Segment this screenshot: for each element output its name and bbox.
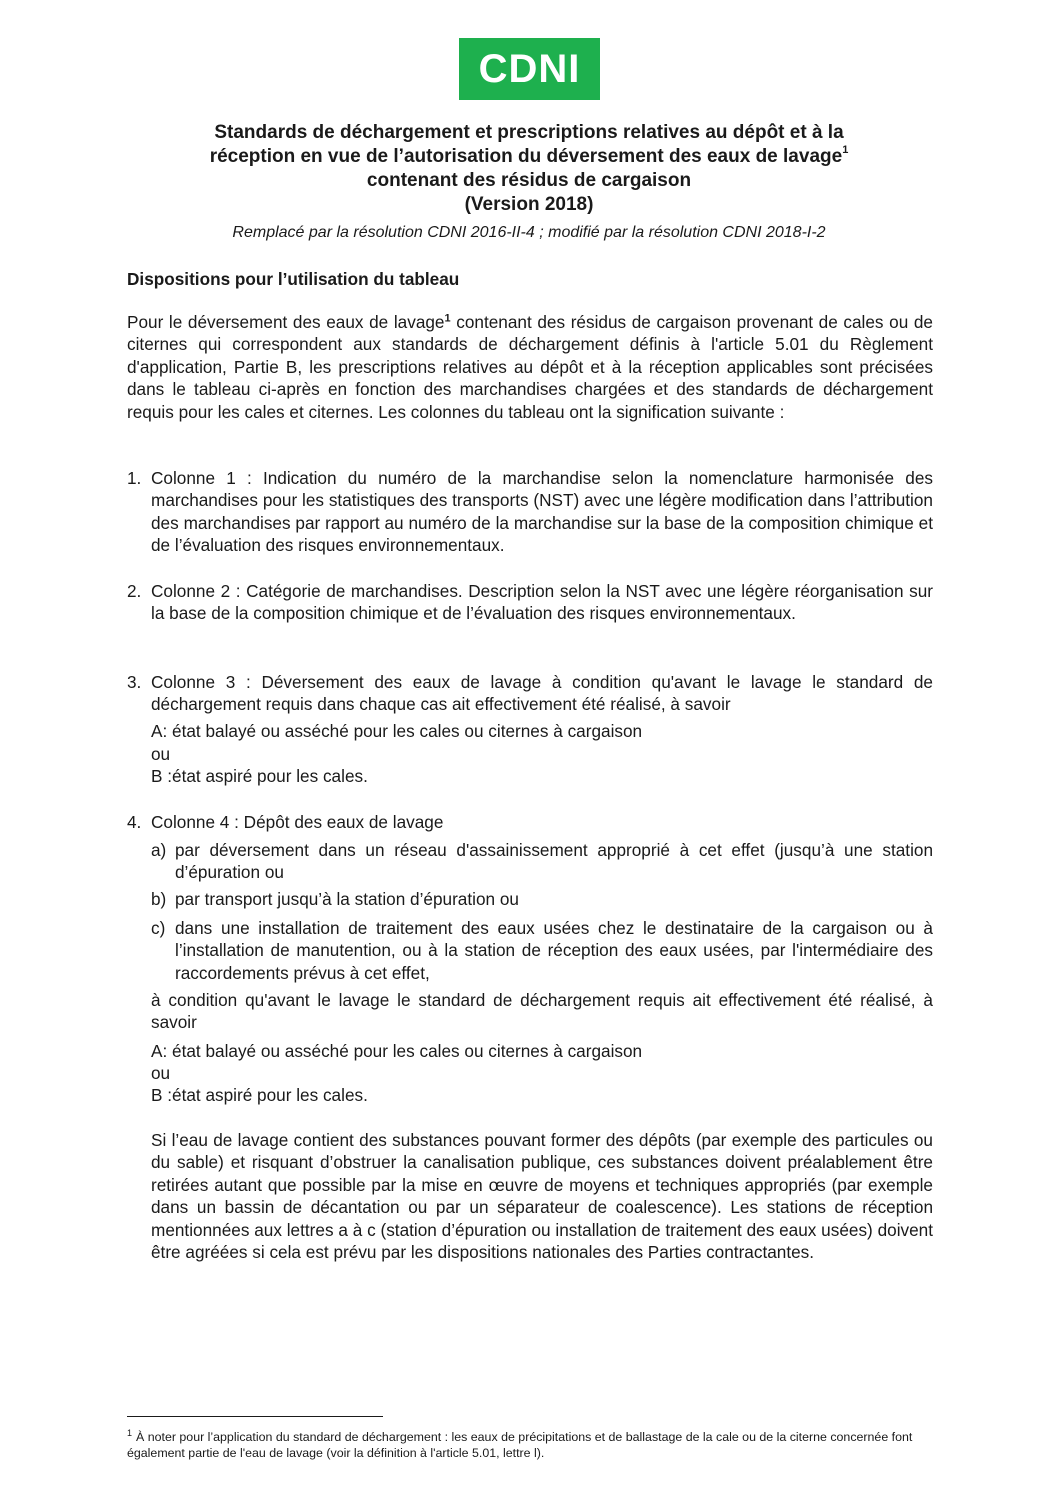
document-title: [100, 121, 958, 217]
item-3-option-a: A: état balayé ou asséché pour les cales ou citernes à cargaison: [151, 721, 643, 741]
title-line-3: contenant des résidus de cargaison: [366, 170, 692, 191]
section-heading: Dispositions pour l’utilisation du tableau: [127, 269, 460, 289]
footnote-separator: [127, 1416, 383, 1417]
item-4-option-a: A: état balayé ou asséché pour les cales ou citernes à cargaison: [151, 1041, 643, 1061]
item-4-note: Si l’eau de lavage contient des substances pouvant former des dépôts (par exemple des particules ou du sable) et risquant d’obstruer la canalisation publique, ces substances doivent préalablement être retirées autant que possible par la mise en œuvre de moyens et techniques appropriés (par exemple dans un bassin de décantation ou par un séparateur de coalescence). Les stations de réception mentionnées aux lettres a à c (station d’épuration ou installation de traitement des eaux usées) doivent être agréées si cela est prévu par les dispositions nationales des Parties contractantes.: [151, 1130, 933, 1263]
footnote-ref: 1: [444, 312, 451, 325]
cdni-logo: CDNI: [459, 38, 600, 100]
list-item-2: 2. Colonne 2 : Catégorie de marchandises. Description selon la NST avec une légère réorganisation sur la base de la composition chimique et de l’évaluation des risques environnementaux.: [127, 581, 933, 624]
item-4-sub-b: b) par transport jusqu’à la station d’épuration ou: [151, 889, 519, 909]
title-line-2: réception en vue de l’autorisation du déversement des eaux de lavage$^1$: [209, 143, 849, 167]
list-item-4: 4. Colonne 4 : Dépôt des eaux de lavage: [127, 812, 444, 832]
list-item-3: 3. Colonne 3 : Déversement des eaux de lavage à condition qu'avant le lavage le standard de déchargement requis dans chaque cas ait effectivement été réalisé, à savoir: [127, 672, 933, 715]
title-line-1: Standards de déchargement et prescriptions relatives au dépôt et à la: [214, 122, 844, 143]
document-subtitle: Remplacé par la résolution CDNI 2016-II-4 ; modifié par la résolution CDNI 2018-I-2: [232, 224, 826, 241]
item-4-option-b: B :état aspiré pour les cales.: [151, 1085, 368, 1105]
intro-paragraph: Pour le déversement des eaux de lavage$^1$ contenant des résidus de cargaison provenant de cales ou de citernes qui correspondent aux standards de déchargement définis à l'article 5.01 du Règlement d'application, Partie B, les prescriptions relatives au dépôt et à la réception applicables sont précisées dans le tableau ci-après en fonction des marchandises chargées et des standards de déchargement requis pour les cales et citernes. Les colonnes du tableau ont la signification suivante :: [127, 312, 933, 422]
item-3-option-b: B :état aspiré pour les cales.: [151, 766, 368, 786]
title-version: (Version 2018): [464, 194, 594, 215]
item-4-or: ou: [151, 1063, 171, 1083]
item-3-or: ou: [151, 744, 171, 764]
item-4-condition: à condition qu'avant le lavage le standard de déchargement requis ait effectivement été réalisé, à savoir: [151, 990, 933, 1033]
footnote-ref: 1: [842, 143, 849, 156]
footnote: $^1$ À noter pour l’application du standard de déchargement : les eaux de précipitations et de ballastage de la cale ou de la citerne concernée font également partie de l'eau de lavage (voir la définition à l'article 5.01, lettre l).: [127, 1427, 913, 1460]
item-4-sub-a: a) par déversement dans un réseau d'assainissement approprié à cet effet (jusqu’à une station d’épuration ou: [151, 840, 933, 883]
list-item-1: 1. Colonne 1 : Indication du numéro de la marchandise selon la nomenclature harmonisée des marchandises pour les statistiques des transports (NST) avec une légère modification dans l’attribution des marchandises par rapport au numéro de la marchandise sur la base de la composition chimique et de l’évaluation des risques environnementaux.: [127, 468, 933, 556]
item-4-sub-c: c) dans une installation de traitement des eaux usées chez le destinataire de la cargaison ou à l’installation de manutention, ou à la station de réception des eaux usées, par l'intermédiaire des raccordements prévus à cet effet,: [151, 918, 933, 983]
